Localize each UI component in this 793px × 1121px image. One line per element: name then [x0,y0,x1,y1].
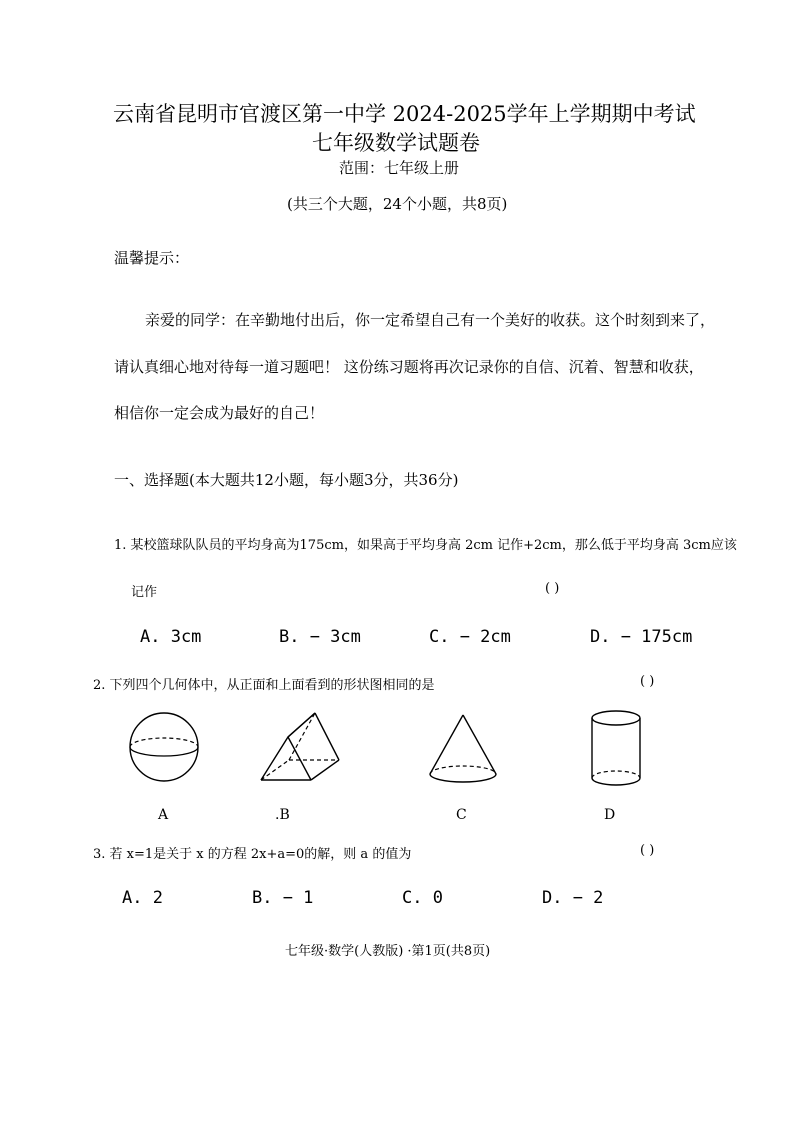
notice-line-1: 亲爱的同学：在辛勤地付出后，你一定希望自己有一个美好的收获。这个时刻到来了， [145,311,716,329]
cylinder-figure [585,706,655,796]
q1-answer-bracket: ( ) [545,581,560,596]
notice-line-3: 相信你一定会成为最好的自己！ [114,404,325,422]
exam-summary: (共三个大题，24个小题，共8页) [287,195,508,213]
q2-stem: 2. 下列四个几何体中，从正面和上面看到的形状图相同的是 [93,678,435,693]
notice-line-2: 请认真细心地对待每一道习题吧！ 这份练习题将再次记录你的自信、沉着、智慧和收获， [114,358,704,376]
q1-option-b: B. − 3cm [279,627,361,647]
q2-answer-bracket: ( ) [640,674,655,689]
cone-figure [425,712,505,792]
exam-title-line2: 七年级数学试题卷 [312,131,480,155]
section1-heading: 一、选择题(本大题共12小题，每小题3分，共36分) [114,471,459,489]
figure-label-c: C [456,807,467,823]
page-footer: 七年级·数学(人教版) ·第1页(共8页) [285,944,491,959]
q1-stem-line1: 1. 某校篮球队队员的平均身高为175cm，如果高于平均身高 2cm 记作+2cm，那么低于平均身高 3cm应该 [114,538,737,553]
triangular-prism-figure [255,710,355,790]
q1-option-a: A. 3cm [140,627,202,647]
q3-option-c: C. 0 [402,888,443,908]
q3-option-d: D. − 2 [542,888,604,908]
q1-stem-line2: 记作 [131,585,158,600]
q1-option-d: D. − 175cm [590,627,693,647]
figure-label-b: .B [275,807,290,823]
exam-title-line1: 云南省昆明市官渡区第一中学 2024-2025学年上学期期中考试 [113,102,696,126]
notice-heading: 温馨提示： [114,249,190,267]
figure-label-a: A [158,807,169,823]
figure-label-d: D [604,807,616,823]
exam-scope: 范围：七年级上册 [339,159,460,177]
sphere-figure [125,710,205,790]
q3-answer-bracket: ( ) [640,843,655,858]
q3-stem: 3. 若 x=1是关于 x 的方程 2x+a=0的解，则 a 的值为 [93,847,412,862]
q3-option-b: B. − 1 [252,888,314,908]
q3-option-a: A. 2 [122,888,163,908]
q1-option-c: C. − 2cm [429,627,511,647]
